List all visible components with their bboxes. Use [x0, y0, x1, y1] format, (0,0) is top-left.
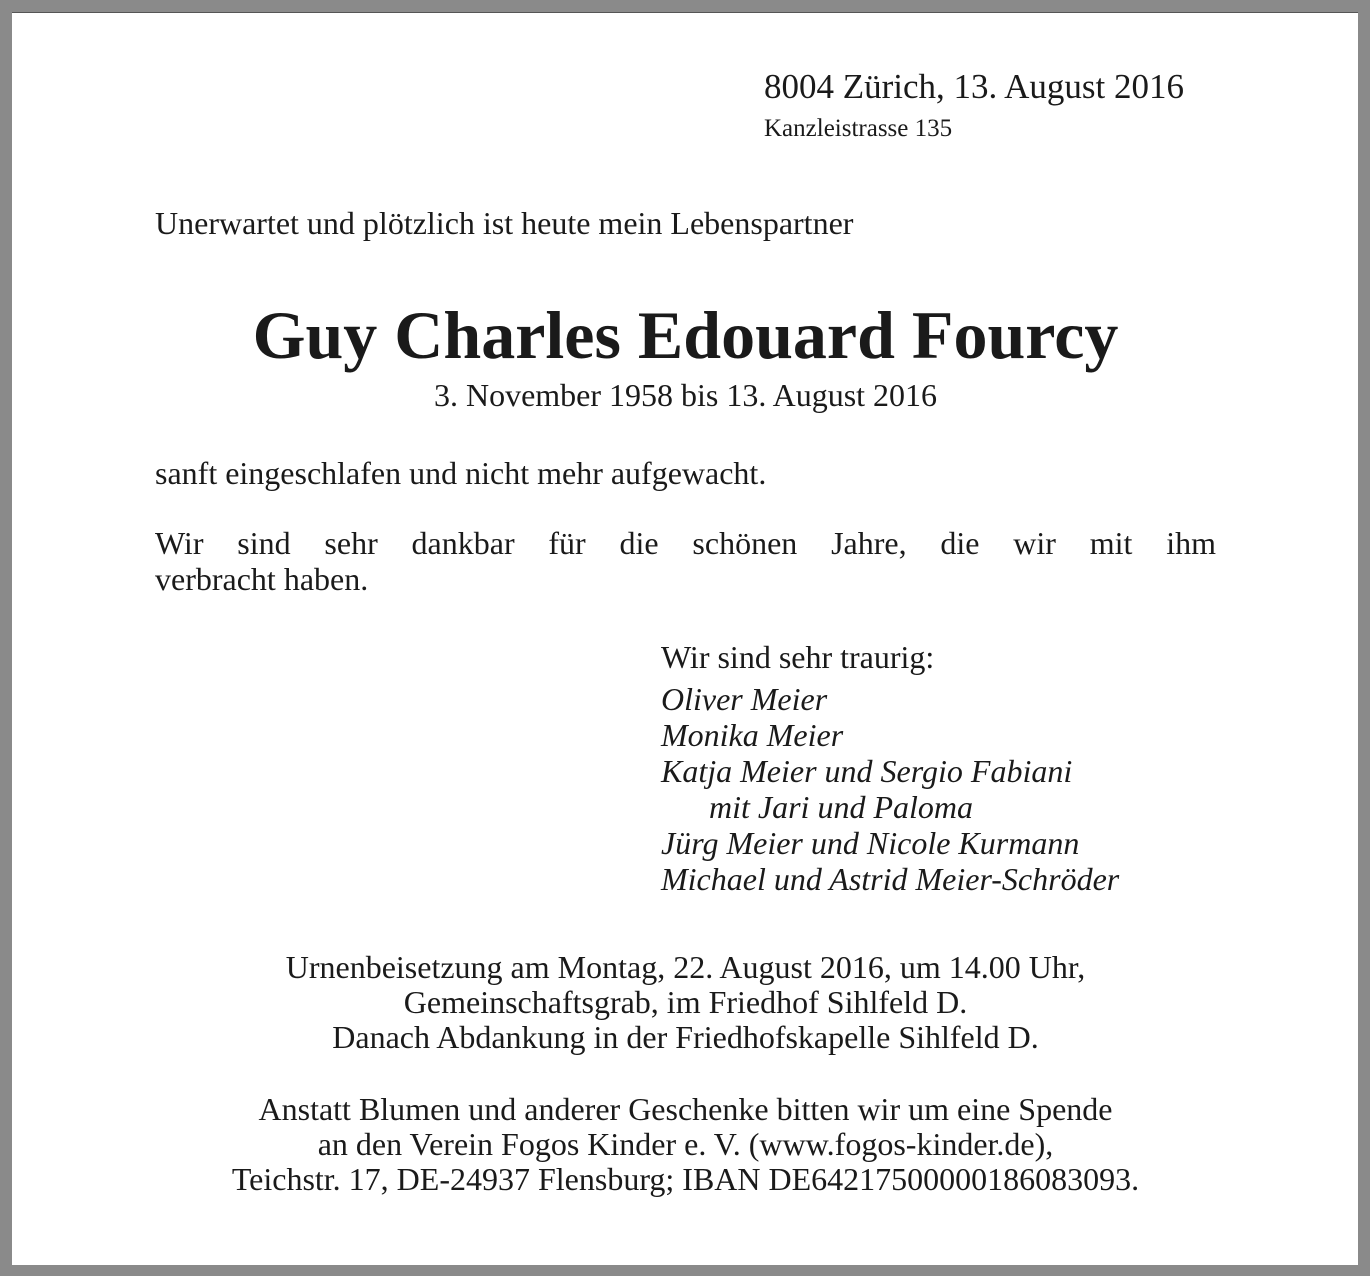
mourner: mit Jari und Paloma [709, 789, 973, 825]
mourner: Oliver Meier [661, 681, 828, 717]
donation-line: Anstatt Blumen und anderer Geschenke bitten wir um eine Spende [258, 1091, 1113, 1127]
place-date: 8004 Zürich, 13. August 2016 [764, 67, 1184, 106]
deceased-name: Guy Charles Edouard Fourcy [252, 297, 1119, 373]
mourner: Monika Meier [661, 717, 844, 753]
gratitude-line-2: verbracht haben. [155, 561, 369, 597]
life-dates: 3. November 1958 bis 13. August 2016 [433, 377, 938, 413]
funeral-line: Urnenbeisetzung am Montag, 22. August 2016, um 14.00 Uhr, [285, 949, 1086, 985]
obituary-page [12, 12, 1358, 1265]
donation-line: Teichstr. 17, DE-24937 Flensburg; IBAN DE64217500000186083093. [231, 1161, 1140, 1197]
address: Kanzleistrasse 135 [764, 115, 953, 142]
gratitude-line-1: Wir sind sehr dankbar für die schönen Jahre, die wir mit ihm [155, 525, 1216, 561]
intro-text: Unerwartet und plötzlich ist heute mein Lebenspartner [155, 205, 854, 241]
passing-text: sanft eingeschlafen und nicht mehr aufgewacht. [155, 455, 767, 491]
funeral-line: Gemeinschaftsgrab, im Friedhof Sihlfeld D. [403, 984, 968, 1020]
mourners-heading: Wir sind sehr traurig: [661, 639, 935, 675]
mourner: Jürg Meier und Nicole Kurmann [661, 825, 1080, 861]
funeral-line: Danach Abdankung in der Friedhofskapelle Sihlfeld D. [332, 1019, 1039, 1055]
donation-line: an den Verein Fogos Kinder e. V. (www.fogos-kinder.de), [317, 1126, 1054, 1162]
mourner: Katja Meier und Sergio Fabiani [661, 753, 1073, 789]
mourner: Michael und Astrid Meier-Schröder [661, 861, 1120, 897]
